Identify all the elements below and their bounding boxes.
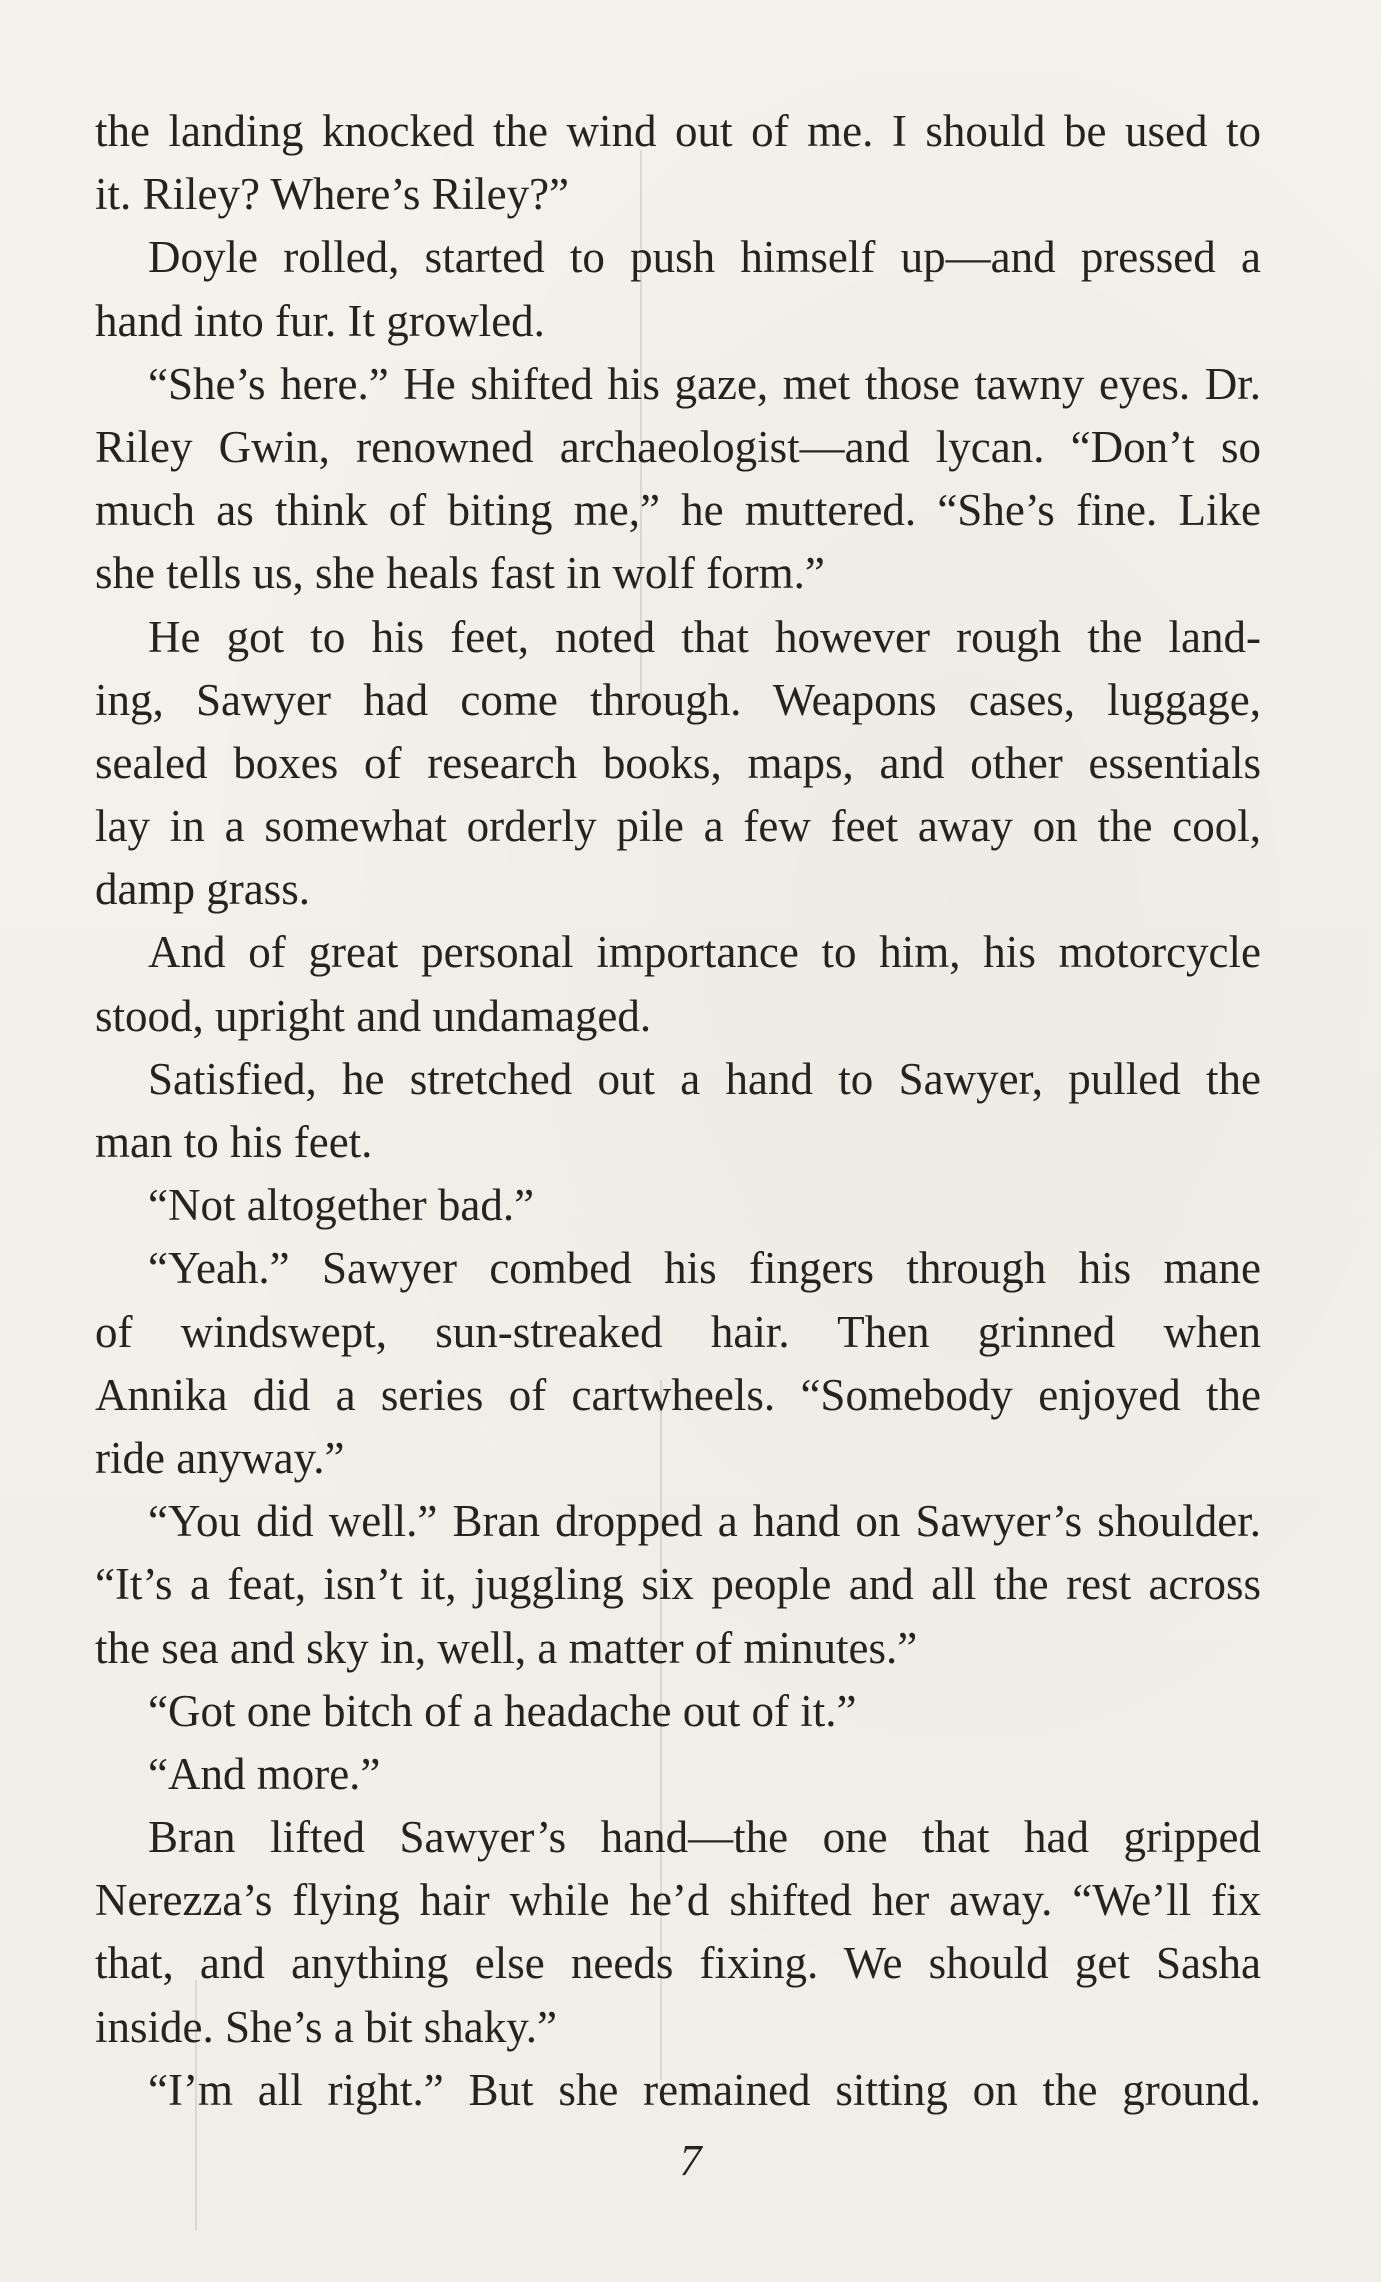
text-line: Bran lifted Sawyer’s hand—the one that had gripped bbox=[148, 1812, 1261, 1863]
text-line: much as think of biting me,” he muttered. “She’s fine. Like bbox=[95, 485, 1261, 536]
text-line: Nerezza’s flying hair while he’d shifted her away. “We’ll fix bbox=[95, 1875, 1261, 1926]
text-line: Doyle rolled, started to push himself up—and pressed a bbox=[148, 232, 1261, 283]
text-line: “You did well.” Bran dropped a hand on Sawyer’s shoulder. bbox=[148, 1496, 1261, 1547]
text-line: ing, Sawyer had come through. Weapons cases, luggage, bbox=[95, 674, 1261, 725]
text-line: that, and anything else needs fixing. We should get Sasha bbox=[95, 1938, 1261, 1989]
text-line: “She’s here.” He shifted his gaze, met those tawny eyes. Dr. bbox=[148, 358, 1261, 409]
text-line: “It’s a feat, isn’t it, juggling six people and all the rest across bbox=[95, 1559, 1261, 1610]
text-line: “I’m all right.” But she remained sitting on the ground. bbox=[148, 2064, 1261, 2115]
text-line: Satisfied, he stretched out a hand to Sawyer, pulled the bbox=[148, 1053, 1261, 1104]
text-line: He got to his feet, noted that however rough the land- bbox=[148, 611, 1261, 662]
text-line: man to his feet. bbox=[95, 1117, 373, 1167]
text-line: damp grass. bbox=[95, 864, 310, 915]
text-line: Riley Gwin, renowned archaeologist—and lycan. “Don’t so bbox=[95, 421, 1261, 472]
page-number: 7 bbox=[679, 2136, 702, 2185]
text-line: “Yeah.” Sawyer combed his fingers through his mane bbox=[148, 1243, 1261, 1294]
text-line: the landing knocked the wind out of me. I should be used to bbox=[95, 106, 1261, 156]
text-line: sealed boxes of research books, maps, and other essentials bbox=[95, 737, 1261, 788]
text-line: it. Riley? Where’s Riley?” bbox=[95, 169, 570, 220]
text-line: “Got one bitch of a headache out of it.” bbox=[148, 1685, 857, 1736]
text-line: of windswept, sun-streaked hair. Then grinned when bbox=[95, 1306, 1261, 1357]
text-line: ride anyway.” bbox=[95, 1432, 345, 1483]
text-line: “And more.” bbox=[148, 1748, 381, 1799]
text-line: “Not altogether bad.” bbox=[148, 1180, 535, 1231]
text-line: inside. She’s a bit shaky.” bbox=[95, 2001, 558, 2052]
text-line: the sea and sky in, well, a matter of minutes.” bbox=[95, 1622, 918, 1673]
text-line: And of great personal importance to him, his motorcycle bbox=[148, 927, 1261, 978]
text-line: stood, upright and undamaged. bbox=[95, 990, 652, 1041]
text-line: Annika did a series of cartwheels. “Somebody enjoyed the bbox=[95, 1369, 1261, 1420]
text-line: hand into fur. It growled. bbox=[95, 295, 545, 346]
text-line: lay in a somewhat orderly pile a few feet away on the cool, bbox=[95, 801, 1261, 852]
text-line: she tells us, she heals fast in wolf form.” bbox=[95, 548, 825, 599]
body-text bbox=[95, 100, 1261, 2122]
